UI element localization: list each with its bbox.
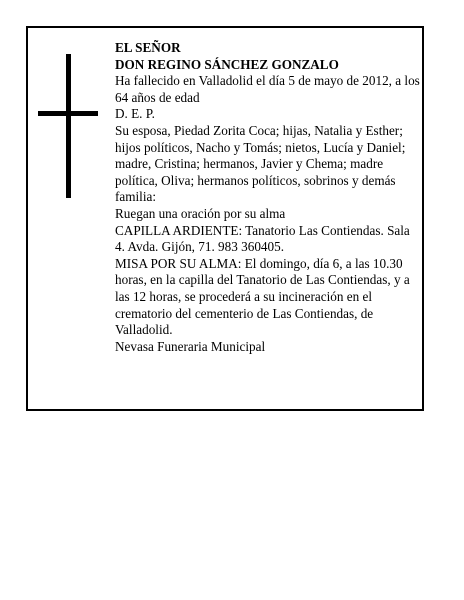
obituary-text [115,40,421,355]
cross-vertical-bar [66,54,71,198]
funeral-home: Nevasa Funeraria Municipal [115,338,266,354]
family-list: Su esposa, Piedad Zorita Coca; hijas, Natalia y Esther; hijos políticos, Nacho y Tomás; nietos, Lucía y Daniel; madre, Cristina; hermanos, Javier y Chema; madre política, Oliva; hermanos políticos, sobrinos y demás familia: [115,122,406,205]
mass-info: MISA POR SU ALMA: El domingo, día 6, a las 10.30 horas, en la capilla del Tanatorio de Las Contiendas, y a las 12 horas, se procederá a su incineración en el crematorio del cementerio de Las Contiendas, de Valladolid. [115,255,410,338]
deceased-name: DON REGINO SÁNCHEZ GONZALO [115,56,339,72]
prayer-request: Ruegan una oración por su alma [115,205,286,221]
obituary-notice [26,26,424,411]
chapel-info: CAPILLA ARDIENTE: Tanatorio Las Contiendas. Sala 4. Avda. Gijón, 71. 983 360405. [115,222,410,255]
rip-line: D. E. P. [115,106,155,122]
cross-icon [38,54,98,198]
passing-statement: Ha fallecido en Valladolid el día 5 de mayo de 2012, a los 64 años de edad [115,73,420,105]
notice-title: EL SEÑOR [115,40,181,55]
cross-horizontal-bar [38,111,98,116]
